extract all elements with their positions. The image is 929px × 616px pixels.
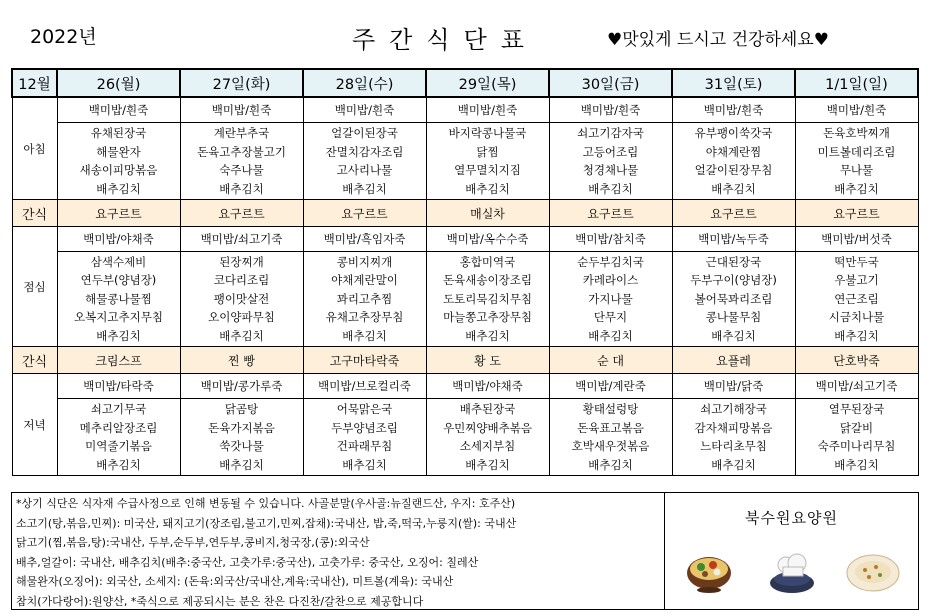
rice-cell: 백미밥/닭죽 — [672, 374, 795, 399]
dish-item: 배추김치 — [711, 181, 756, 196]
snack-cell: 요구르트 — [672, 200, 795, 227]
dish-item: 해물완자 — [96, 144, 141, 159]
meal-label-snack: 간식 — [12, 347, 57, 374]
dishes-cell — [303, 252, 426, 347]
rice-cell: 백미밥/쇠고기죽 — [180, 227, 303, 252]
dishes-cell — [57, 123, 180, 200]
snack-cell: 단호박죽 — [795, 347, 918, 374]
dish-item: 닭곰탕 — [224, 402, 259, 416]
dish-item: 배추김치 — [219, 457, 264, 472]
dish-item: 느타리초무침 — [700, 439, 767, 453]
dish-item: 고사리나물 — [336, 163, 393, 177]
meal-label-lunch: 점심 — [12, 227, 57, 347]
dish-item: 팽이맛살전 — [213, 291, 270, 306]
dish-item: 어묵맑은국 — [336, 402, 393, 416]
rice-cell: 백미밥/흰죽 — [426, 97, 549, 123]
dish-item: 쇠고기해장국 — [700, 402, 767, 416]
note-line: 해물완자(오징어): 외국산, 소세지: (돈육:외국산/국내산,계육:국내산), 미트볼(계육): 국내산 — [16, 575, 454, 589]
dish-item: 쑥갓나물 — [219, 439, 264, 453]
facility-box — [665, 492, 919, 610]
dish-item: 유채고추장무침 — [325, 310, 404, 325]
dishes-cell — [549, 399, 672, 476]
rice-plate-icon — [847, 555, 899, 591]
dish-item: 근대된장국 — [705, 254, 762, 269]
dinner-dishes-row — [12, 399, 918, 476]
snack-cell: 찐 빵 — [180, 347, 303, 374]
snack-am-row — [12, 200, 918, 227]
dish-item: 돈육새송이장조림 — [443, 273, 532, 288]
day-header: 29일(목) — [426, 69, 549, 97]
food-illustrations — [665, 543, 919, 605]
dish-item: 열무된장국 — [828, 402, 885, 416]
dishes-cell — [303, 123, 426, 200]
dish-item: 해물콩나물찜 — [85, 291, 152, 306]
rice-cell: 백미밥/쇠고기죽 — [795, 374, 918, 399]
dish-item: 무나물 — [839, 163, 874, 177]
page-header — [0, 0, 929, 66]
dish-item: 배추김치 — [834, 457, 879, 472]
meal-label-breakfast: 아침 — [12, 97, 57, 200]
meal-label-dinner: 저녁 — [12, 374, 57, 476]
dish-item: 홍합미역국 — [459, 254, 516, 269]
dish-item: 연두부(양념장) — [80, 273, 157, 288]
rice-cell: 백미밥/흰죽 — [795, 97, 918, 123]
dishes-cell — [795, 123, 918, 200]
dish-item: 가지나물 — [588, 291, 633, 306]
day-header: 28일(수) — [303, 69, 426, 97]
rice-cell: 백미밥/야채죽 — [426, 374, 549, 399]
dish-item: 배추김치 — [219, 328, 264, 343]
snack-cell: 매실차 — [426, 200, 549, 227]
notes-box — [11, 492, 665, 610]
dish-item: 감자채피망볶음 — [694, 420, 773, 435]
rice-cell: 백미밥/흰죽 — [549, 97, 672, 123]
rice-cell: 백미밥/흰죽 — [57, 97, 180, 123]
page-title: 주간식단표 — [352, 26, 538, 54]
dish-item: 쇠고기감자국 — [577, 126, 644, 140]
dish-item: 계란부추국 — [213, 126, 270, 140]
dish-item: 우민찌양배추볶음 — [443, 420, 532, 435]
dish-item: 유채된장국 — [90, 126, 147, 140]
rice-cell: 백미밥/참치죽 — [549, 227, 672, 252]
dish-item: 배추김치 — [465, 181, 510, 196]
rice-cell: 백미밥/녹두죽 — [672, 227, 795, 252]
dish-item: 쇠고기무국 — [90, 402, 147, 416]
snack-cell: 황 도 — [426, 347, 549, 374]
dish-item: 돈육표고볶음 — [577, 420, 644, 435]
dish-item: 배추김치 — [834, 181, 879, 196]
day-header: 1/1일(일) — [795, 69, 918, 97]
dishes-cell — [180, 123, 303, 200]
dishes-cell — [426, 123, 549, 200]
dish-item: 배추김치 — [96, 457, 141, 472]
rice-cell: 백미밥/흑임자죽 — [303, 227, 426, 252]
note-line: *상기 식단은 식자재 수급사정으로 인해 변동될 수 있습니다. 사골분말(우사골:뉴질랜드산, 우지: 호주산) — [16, 497, 516, 510]
dishes-cell — [426, 399, 549, 476]
dish-item: 배추김치 — [96, 328, 141, 343]
slogan: ♥맛있게 드시고 건강하세요♥ — [607, 30, 829, 50]
dish-item: 배추김치 — [588, 457, 633, 472]
dish-item: 꽈리고추찜 — [336, 291, 393, 306]
dish-item: 코다리조림 — [213, 273, 270, 288]
dish-item: 배추김치 — [711, 457, 756, 472]
dish-item: 삼색수제비 — [90, 254, 147, 269]
snack-cell: 요구르트 — [303, 200, 426, 227]
lunch-dishes-row — [12, 252, 918, 347]
dishes-cell — [57, 252, 180, 347]
dish-item: 미트볼데리조림 — [817, 144, 896, 159]
dish-item: 콩나물무침 — [705, 310, 762, 325]
dish-item: 배추김치 — [465, 457, 510, 472]
month-cell: 12월 — [12, 69, 57, 97]
dishes-cell — [795, 399, 918, 476]
dish-item: 단무지 — [593, 310, 628, 325]
day-header: 26(월) — [57, 69, 180, 97]
year-label: 2022년 — [30, 26, 97, 48]
dish-item: 얼갈이된장국 — [331, 126, 398, 140]
dish-item: 배추김치 — [342, 328, 387, 343]
dish-item: 마늘쫑고추장무침 — [443, 310, 532, 325]
dish-item: 배추김치 — [342, 181, 387, 196]
snack-pm-row — [12, 347, 918, 374]
dish-item: 배추김치 — [834, 328, 879, 343]
breakfast-dishes-row — [12, 123, 918, 200]
dish-item: 배추김치 — [711, 328, 756, 343]
note-line: 참치(가다랑어):원양산, *죽식으로 제공되시는 분은 찬은 다진찬/갈찬으로 제공합니다 — [16, 594, 424, 608]
snack-cell: 요구르트 — [180, 200, 303, 227]
dish-item: 돈육가지볶음 — [208, 420, 275, 435]
snack-cell: 순 대 — [549, 347, 672, 374]
dish-item: 야채계란말이 — [331, 273, 398, 288]
rice-cell: 백미밥/버섯죽 — [795, 227, 918, 252]
dish-item: 야채계란찜 — [705, 144, 762, 159]
dish-item: 배추김치 — [219, 181, 264, 196]
dish-item: 볼어묵꽈리조림 — [694, 291, 773, 306]
dish-item: 새송이피망볶음 — [79, 163, 158, 177]
dishes-cell — [672, 252, 795, 347]
snack-cell: 고구마타락죽 — [303, 347, 426, 374]
dish-item: 도토리묵김치무침 — [443, 291, 532, 306]
snack-cell: 요구르트 — [549, 200, 672, 227]
dish-item: 유부팽이쑥갓국 — [694, 126, 773, 140]
dishes-cell — [795, 252, 918, 347]
dish-item: 돈육호박찌개 — [823, 126, 890, 140]
dish-item: 메추리알장조림 — [79, 420, 158, 435]
day-header: 30일(금) — [549, 69, 672, 97]
dish-item: 닭찜 — [476, 144, 499, 159]
dish-item: 배추김치 — [588, 181, 633, 196]
dish-item: 배추김치 — [465, 328, 510, 343]
day-header: 27일(화) — [180, 69, 303, 97]
dish-item: 우불고기 — [834, 273, 879, 288]
dishes-cell — [303, 399, 426, 476]
table-header-row — [12, 69, 918, 97]
dish-item: 콩비지찌개 — [336, 254, 393, 269]
dinner-rice-row — [12, 374, 918, 399]
rice-cell: 백미밥/타락죽 — [57, 374, 180, 399]
dishes-cell — [180, 252, 303, 347]
dish-item: 순두부김치국 — [577, 254, 644, 269]
rice-cell: 백미밥/브로컬리죽 — [303, 374, 426, 399]
facility-name: 북수원요양원 — [745, 509, 838, 527]
weekly-menu-table — [11, 68, 919, 476]
lunch-rice-row — [12, 227, 918, 252]
meal-label-snack: 간식 — [12, 200, 57, 227]
dishes-cell — [57, 399, 180, 476]
dish-item: 숙주나물 — [219, 163, 264, 177]
dish-item: 떡만두국 — [834, 254, 879, 269]
dishes-cell — [672, 399, 795, 476]
bibimbap-bowl-icon — [687, 557, 731, 593]
dish-item: 오복지고추지무침 — [74, 310, 163, 325]
dish-item: 배추김치 — [588, 328, 633, 343]
day-header: 31일(토) — [672, 69, 795, 97]
dish-item: 고등어조림 — [582, 144, 639, 159]
dish-item: 두부구이(양념장) — [690, 273, 777, 288]
dish-item: 닭갈비 — [839, 420, 874, 435]
note-line: 닭고기(찜,볶음,탕):국내산, 두부,순두부,연두부,콩비지,청국장,(콩):외국산 — [16, 536, 370, 550]
rice-cell: 백미밥/흰죽 — [672, 97, 795, 123]
dish-item: 소세지부침 — [459, 439, 516, 453]
dish-item: 열무멸치지짐 — [454, 163, 521, 177]
note-line: 배추,얼갈이: 국내산, 배추김치(배추:중국산, 고춧가루:중국산), 고춧가루: 중국산, 오징어: 칠레산 — [16, 555, 479, 569]
dish-item: 얼갈이된장무침 — [694, 163, 773, 177]
dish-item: 시금치나물 — [828, 310, 885, 325]
dish-item: 돈육고추장불고기 — [197, 144, 286, 159]
dish-item: 배추김치 — [342, 457, 387, 472]
snack-cell: 요구르트 — [57, 200, 180, 227]
rice-cell: 백미밥/흰죽 — [180, 97, 303, 123]
dish-item: 연근조림 — [834, 291, 879, 306]
dishes-cell — [672, 123, 795, 200]
rice-cell: 백미밥/옥수수죽 — [426, 227, 549, 252]
rice-cell: 백미밥/야채죽 — [57, 227, 180, 252]
breakfast-rice-row — [12, 97, 918, 123]
dish-item: 청경채나물 — [582, 163, 639, 177]
dish-item: 카레라이스 — [582, 273, 639, 288]
dish-item: 된장찌개 — [219, 254, 264, 269]
chef-hat-icon — [770, 554, 814, 593]
dish-item: 배추된장국 — [459, 402, 516, 416]
dish-item: 오이양파무침 — [208, 310, 275, 325]
note-line: 소고기(탕,볶음,민찌): 미국산, 돼지고기(장조림,불고기,민찌,잡채):국내산, 밥,죽,떡국,누룽지(쌀): 국내산 — [16, 516, 517, 530]
dish-item: 잔멸치감자조림 — [325, 144, 404, 159]
dish-item: 두부양념조림 — [331, 420, 398, 435]
rice-cell: 백미밥/계란죽 — [549, 374, 672, 399]
dish-item: 호박새우젓볶음 — [571, 439, 650, 453]
dish-item: 황태설렁탕 — [582, 402, 639, 416]
snack-cell: 요플레 — [672, 347, 795, 374]
snack-cell: 요구르트 — [795, 200, 918, 227]
dish-item: 건파래무침 — [336, 439, 393, 453]
dish-item: 미역줄기볶음 — [85, 439, 152, 453]
dishes-cell — [549, 252, 672, 347]
dishes-cell — [180, 399, 303, 476]
rice-cell: 백미밥/콩가루죽 — [180, 374, 303, 399]
dishes-cell — [549, 123, 672, 200]
dish-item: 배추김치 — [96, 181, 141, 196]
dishes-cell — [426, 252, 549, 347]
snack-cell: 크림스프 — [57, 347, 180, 374]
dish-item: 숙주미나리무침 — [817, 439, 896, 453]
rice-cell: 백미밥/흰죽 — [303, 97, 426, 123]
dish-item: 바지락콩나물국 — [448, 126, 527, 140]
